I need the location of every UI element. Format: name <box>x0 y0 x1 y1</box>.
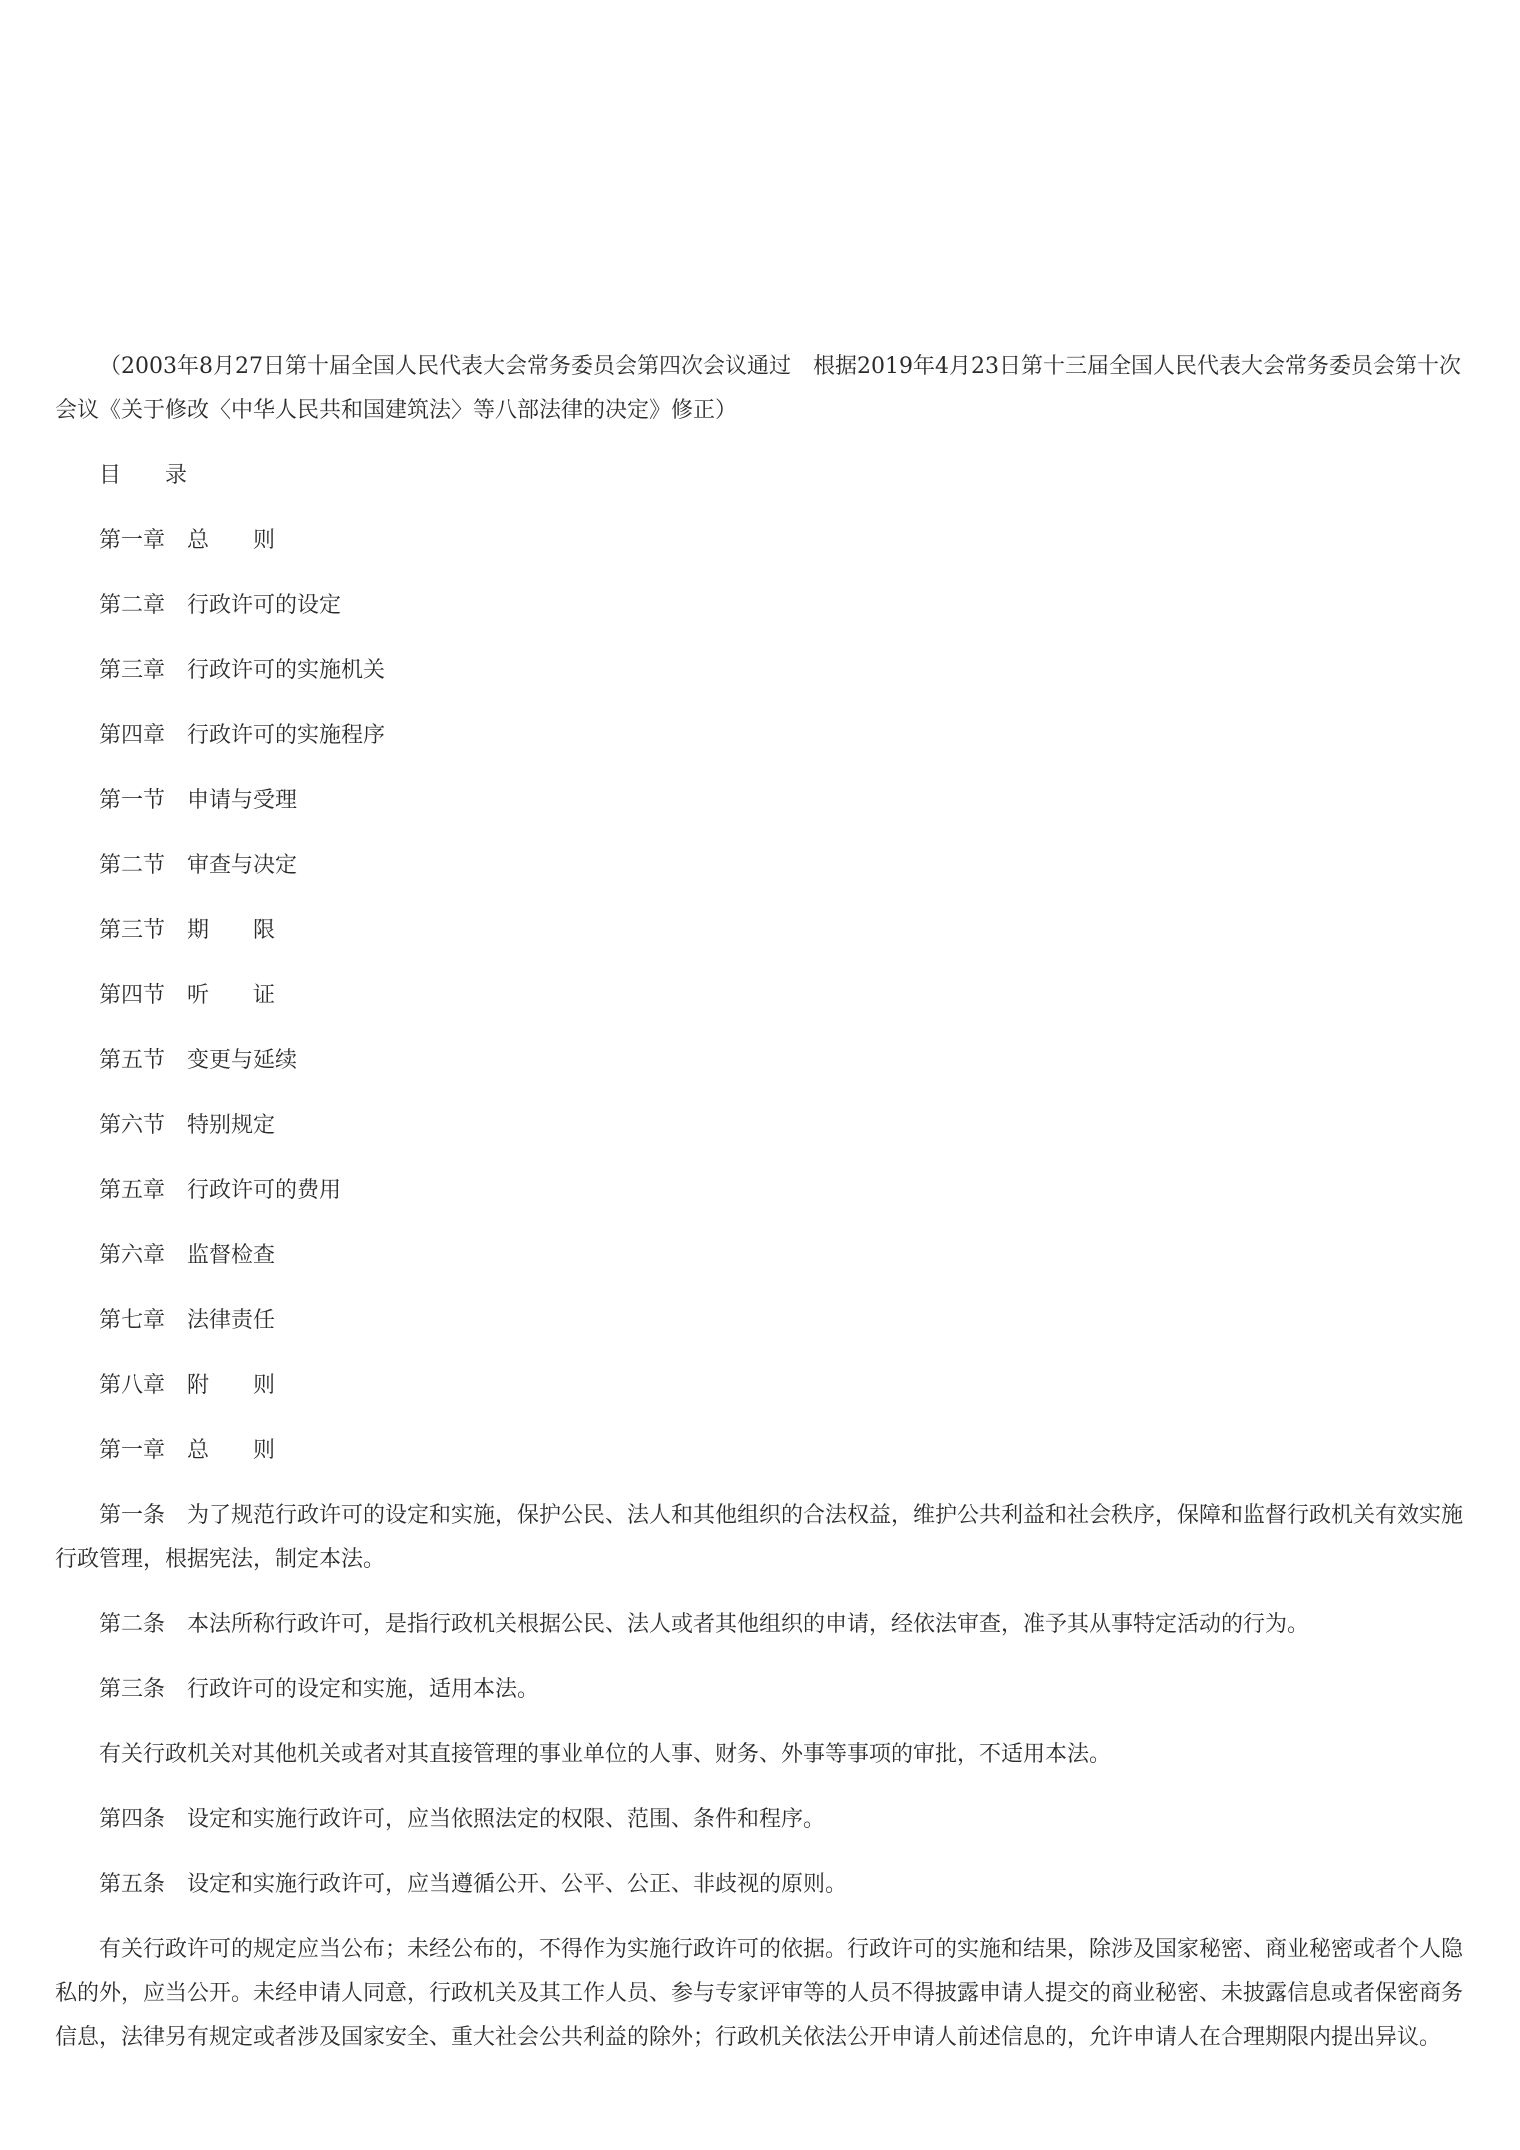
toc-item-chapter-5: 第五章 行政许可的费用 <box>99 1178 342 1203</box>
toc-item-chapter-8: 第八章 附 则 <box>99 1373 276 1398</box>
toc-item-chapter-6: 第六章 监督检查 <box>99 1243 276 1268</box>
article-paragraph-3: 第三条 行政许可的设定和实施，适用本法。 <box>99 1677 540 1702</box>
toc-item-chapter-4: 第四章 行政许可的实施程序 <box>99 723 386 748</box>
article-paragraph-2: 第二条 本法所称行政许可，是指行政机关根据公民、法人或者其他组织的申请，经依法审查，准予其从事特定活动的行为。 <box>99 1612 1310 1637</box>
article-paragraph-4: 有关行政机关对其他机关或者对其直接管理的事业单位的人事、财务、外事等事项的审批，不适用本法。 <box>99 1742 1112 1767</box>
article-paragraph-7: 有关行政许可的规定应当公布；未经公布的，不得作为实施行政许可的依据。行政许可的实施和结果，除涉及国家秘密、商业秘密或者个人隐私的外，应当公开。未经申请人同意，行政机关及其工作人员、参与专家评审等的人员不得披露申请人提交的商业秘密、未披露信息或者保密商务信息，法律另有规定或者涉及国家安全、重大社会公共利益的除外；行政机关依法公开申请人前述信息的，允许申请人在合理期限内提出异议。 <box>55 1937 1464 2050</box>
toc-item-section-1: 第一节 申请与受理 <box>99 788 298 813</box>
toc-item-section-2: 第二节 审查与决定 <box>99 853 298 878</box>
toc-item-chapter-7: 第七章 法律责任 <box>99 1308 276 1333</box>
toc-item-section-5: 第五节 变更与延续 <box>99 1048 298 1073</box>
article-paragraph-5: 第四条 设定和实施行政许可，应当依照法定的权限、范围、条件和程序。 <box>99 1807 826 1832</box>
toc-item-chapter-1: 第一章 总 则 <box>99 528 276 553</box>
toc-title: 目 录 <box>99 463 188 488</box>
toc-item-section-4: 第四节 听 证 <box>99 983 276 1008</box>
chapter-heading: 第一章 总 则 <box>99 1438 276 1463</box>
toc-item-section-6: 第六节 特别规定 <box>99 1113 276 1138</box>
preamble: （2003年8月27日第十届全国人民代表大会常务委员会第四次会议通过 根据2019年4月23日第十三届全国人民代表大会常务委员会第十次会议《关于修改〈中华人民共和国建筑法〉等八部法律的决定》修正） <box>55 354 1461 423</box>
toc-item-section-3: 第三节 期 限 <box>99 918 276 943</box>
article-paragraph-6: 第五条 设定和实施行政许可，应当遵循公开、公平、公正、非歧视的原则。 <box>99 1872 848 1897</box>
toc-item-chapter-2: 第二章 行政许可的设定 <box>99 593 342 618</box>
article-paragraph-1: 第一条 为了规范行政许可的设定和实施，保护公民、法人和其他组织的合法权益，维护公共利益和社会秩序，保障和监督行政机关有效实施行政管理，根据宪法，制定本法。 <box>55 1503 1464 1572</box>
toc-item-chapter-3: 第三章 行政许可的实施机关 <box>99 658 386 683</box>
